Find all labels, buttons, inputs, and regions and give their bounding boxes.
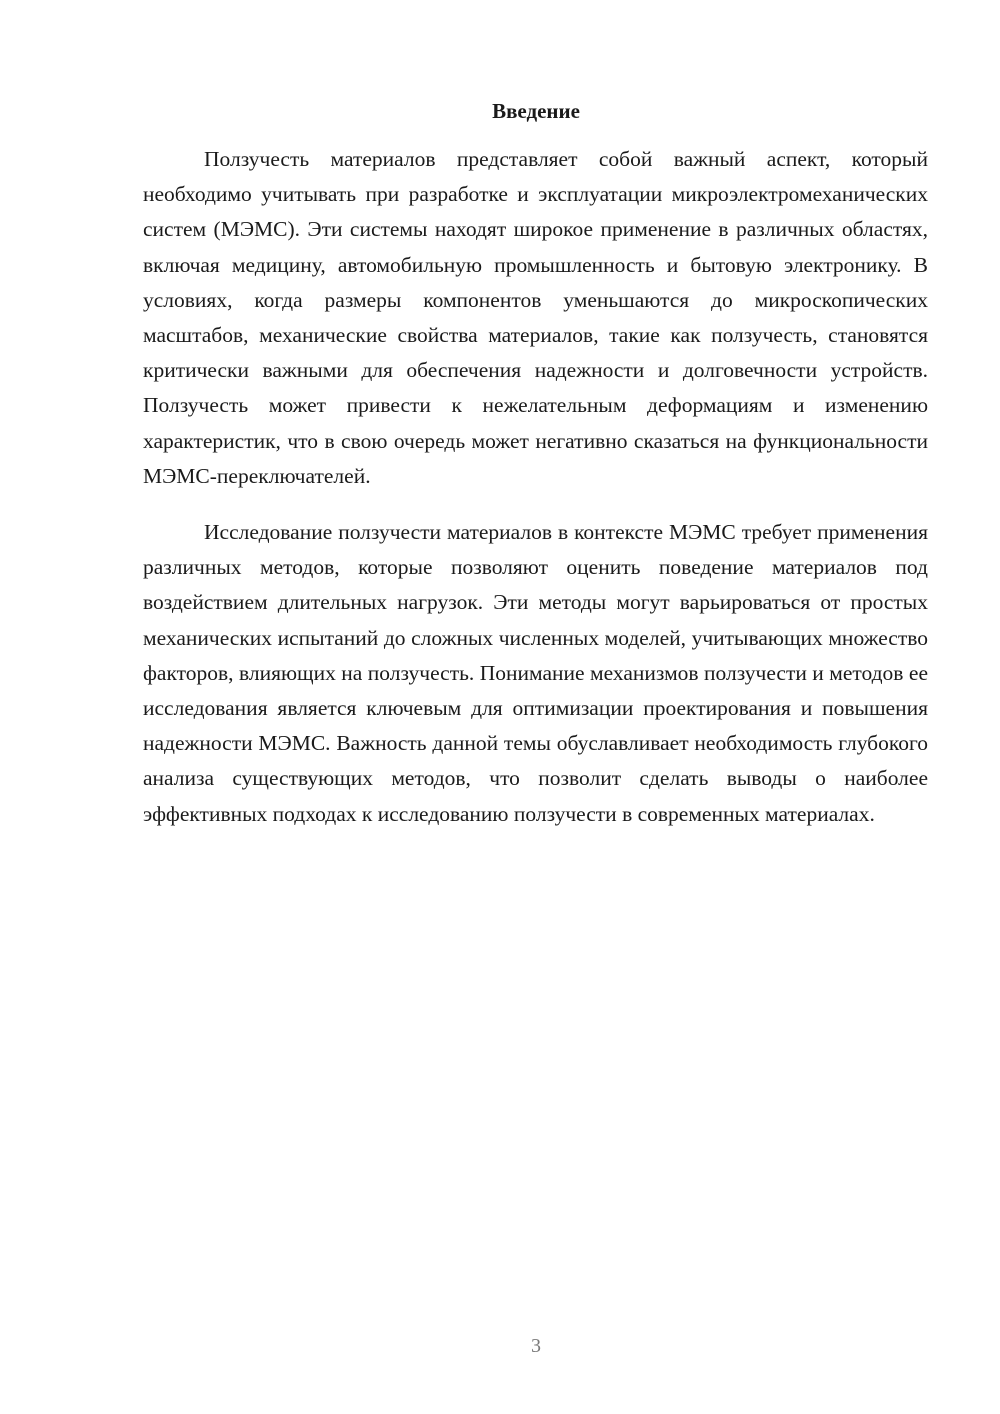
section-title: Введение (492, 99, 580, 123)
page-number: 3 (531, 1335, 541, 1357)
paragraph-2: Исследование ползучести материалов в контексте МЭМС требует применения различных методов, которые позволяют оценить поведение материалов под воздействием длительных нагрузок. Эти методы могут варьироваться от простых механических испытаний до сложных численных моделей, учитывающих множество факторов, влияющих на ползучесть. Понимание механизмов ползучести и методов ее исследования является ключевым для оптимизации проектирования и повышения надежности МЭМС. Важность данной темы обуславливает необходимость глубокого анализа существующих методов, что позволит сделать выводы о наиболее эффективных подходах к исследованию ползучести в современных материалах. (143, 520, 928, 826)
body-text (143, 142, 928, 832)
paragraph-1: Ползучесть материалов представляет собой важный аспект, который необходимо учитывать при разработке и эксплуатации микроэлектромеханических систем (МЭМС). Эти системы находят широкое применение в различных областях, включая медицину, автомобильную промышленность и бытовую электронику. В условиях, когда размеры компонентов уменьшаются до микроскопических масштабов, механические свойства материалов, такие как ползучесть, становятся критически важными для обеспечения надежности и долговечности устройств. Ползучесть может привести к нежелательным деформациям и изменению характеристик, что в свою очередь может негативно сказаться на функциональности МЭМС-переключателей. (143, 147, 928, 488)
